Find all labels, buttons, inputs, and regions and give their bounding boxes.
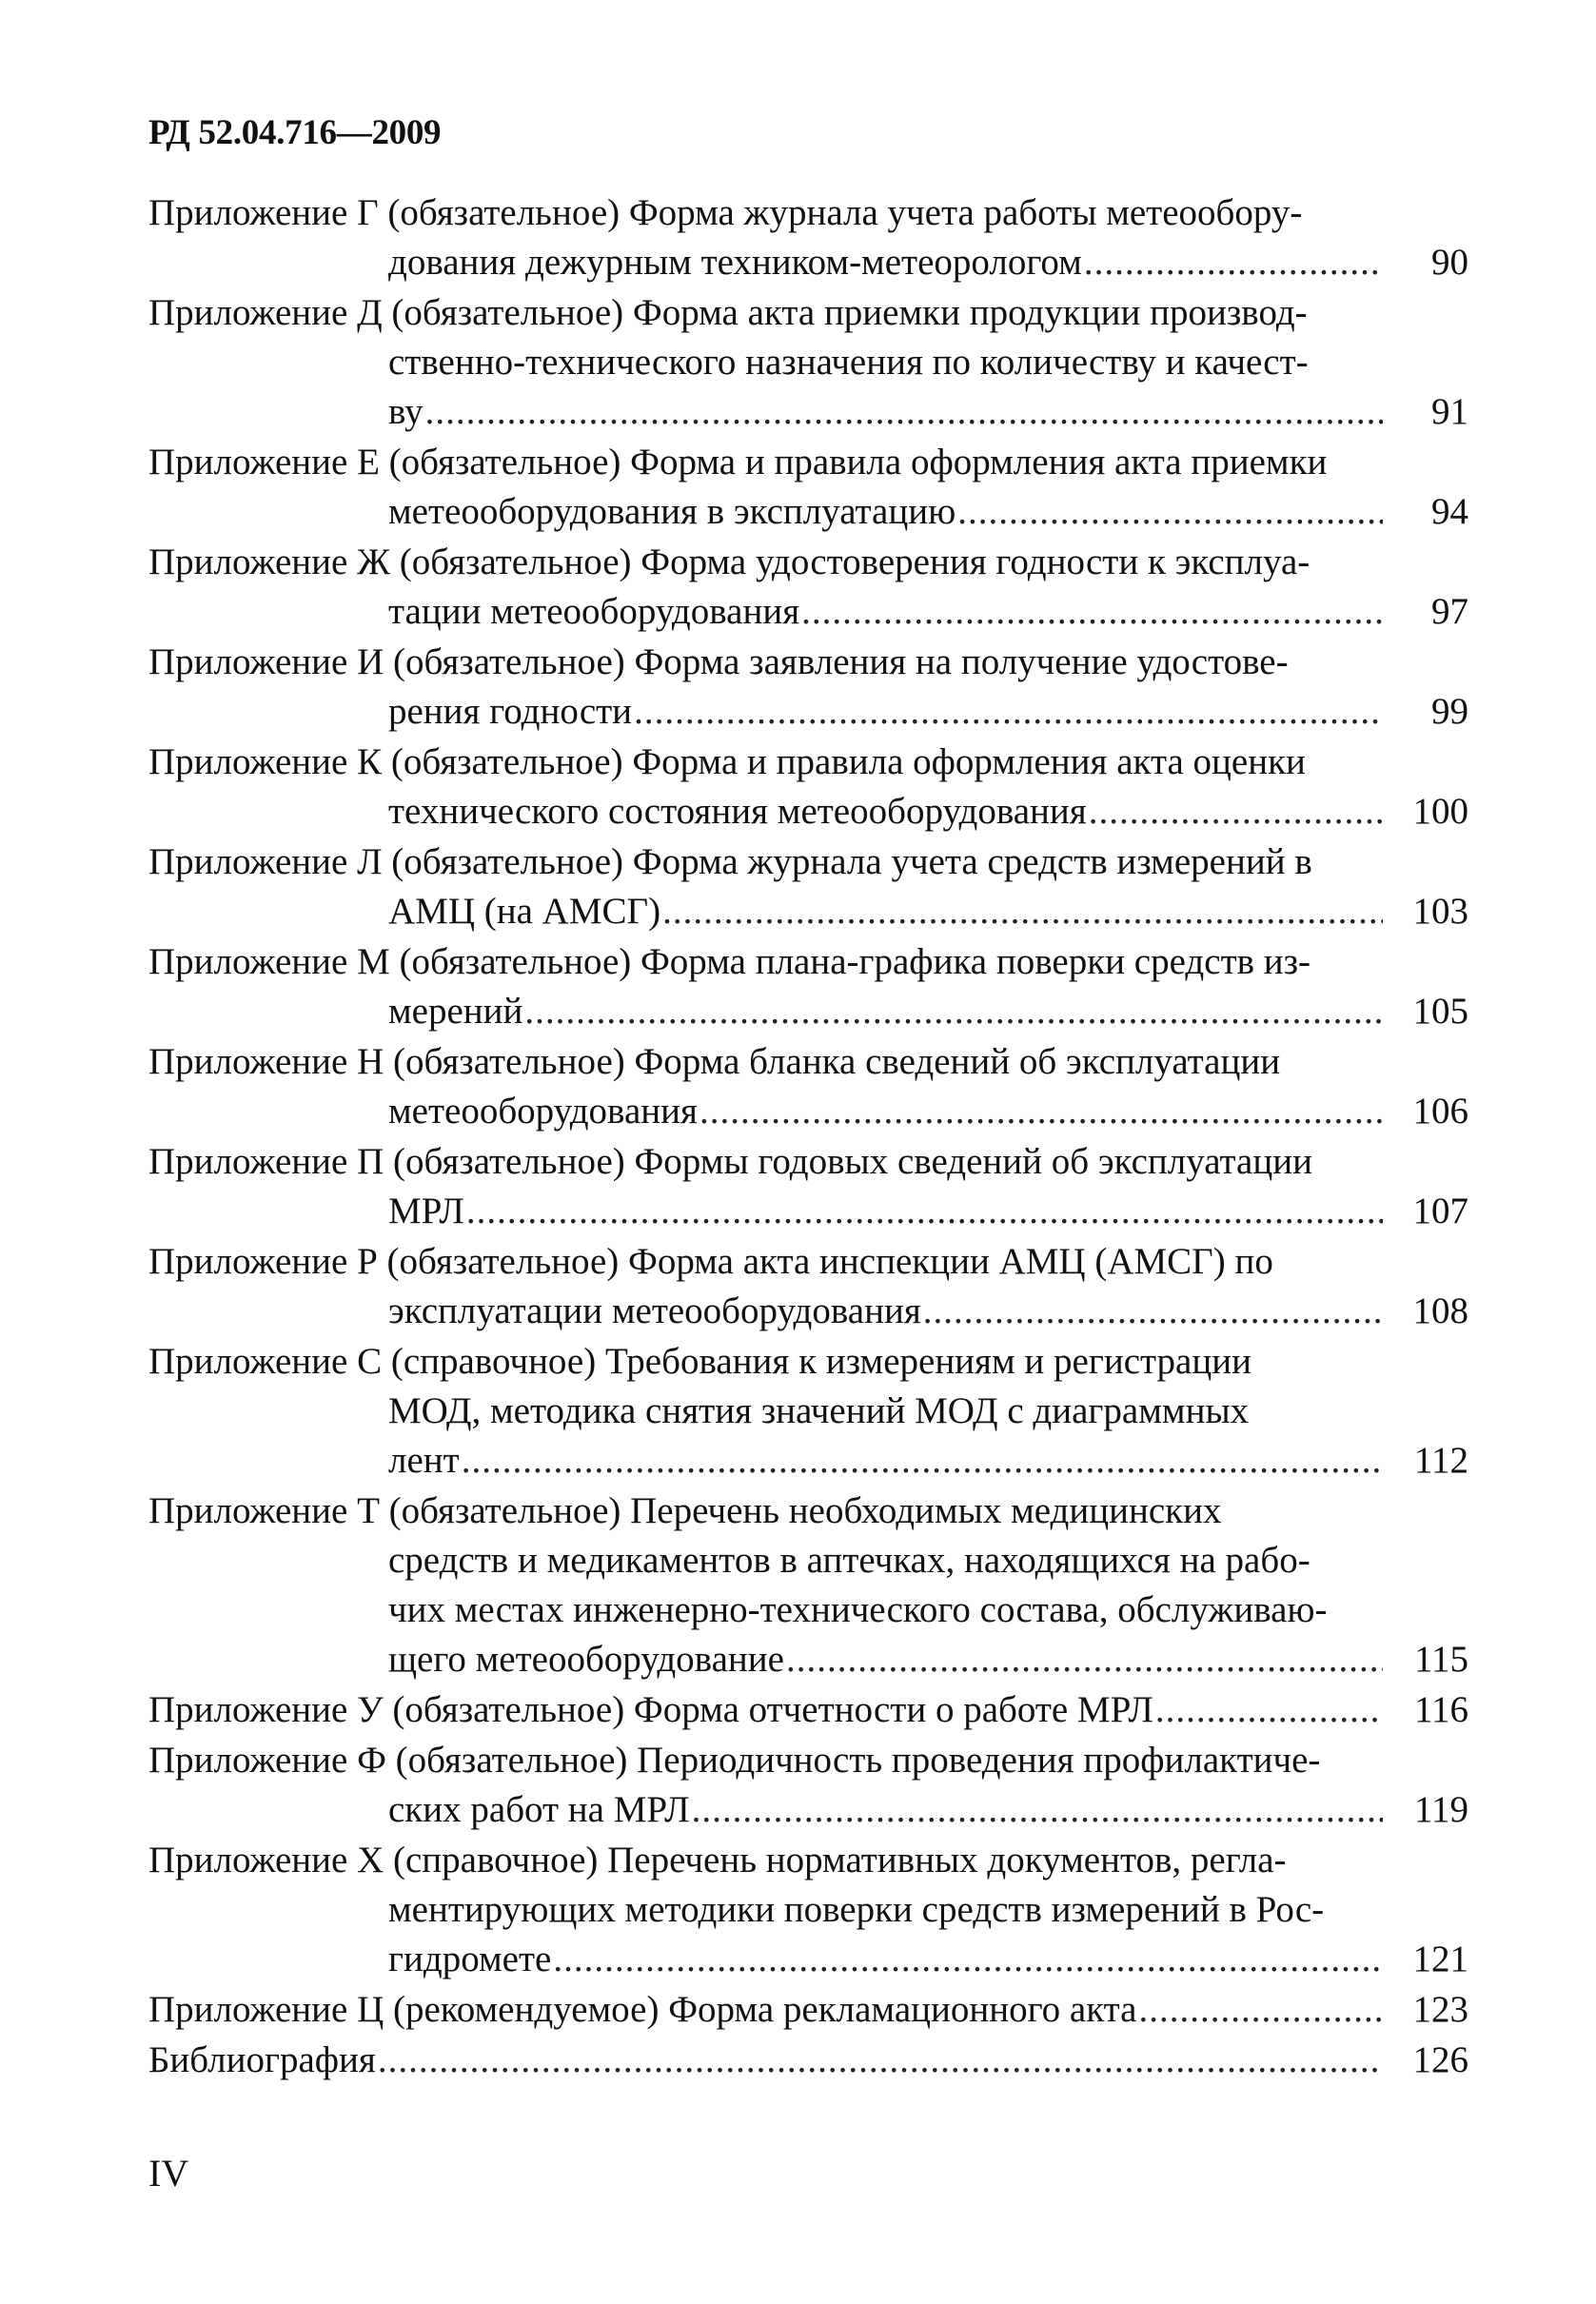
toc-entry-line [148,1436,1468,1486]
toc-entry-line: Приложение И (обязательное) Форма заявления на получение удостове- [148,641,1289,682]
toc-page-number: 100 [1412,791,1468,832]
toc-entry-text: гидромете [388,1939,552,1979]
dot-leader [1139,1985,1384,2035]
dot-leader [699,1087,1383,1136]
toc-entry [148,1487,1468,1684]
toc-entry [148,438,1468,537]
toc-page-number: 121 [1412,1939,1468,1979]
toc-entry-text: ских работ на МРЛ [388,1789,690,1830]
toc-entry [148,937,1468,1036]
toc-entry-line [148,1685,1468,1735]
toc-entry-line: Приложение Т (обязательное) Перечень необходимых медицинских [148,1490,1222,1531]
toc-page-number: 103 [1412,891,1468,932]
dot-leader [786,1635,1383,1684]
dot-leader [378,2036,1383,2085]
toc-entry-line [148,587,1468,637]
toc-entry [148,2036,1468,2085]
toc-entry-text: мерений [388,991,523,1032]
toc-entry-line [148,1087,1468,1136]
toc-entry-line [148,487,1468,537]
toc-entry [148,1337,1468,1486]
toc-entry-line: чих местах инженерно-технического состава, обслуживаю- [388,1589,1328,1630]
toc-entry-line: Приложение Ф (обязательное) Периодичность проведения профилактиче- [148,1740,1321,1781]
toc-page-number: 90 [1431,242,1468,283]
toc-page-number: 119 [1413,1789,1468,1830]
toc-entry [148,638,1468,737]
toc-entry-text: Приложение У (обязательное) Форма отчетности о работе МРЛ [148,1689,1153,1730]
toc-entry-line: Приложение Н (обязательное) Форма бланка сведений об эксплуатации [148,1041,1281,1082]
dot-leader [553,1935,1383,1984]
dot-leader [692,1785,1383,1835]
toc-entry-text: АМЦ (на АМСГ) [388,891,661,932]
toc-entry [148,1137,1468,1236]
toc-entry-text: МРЛ [388,1191,464,1231]
toc-entry-line: ментирующих методики поверки средств измерений в Рос- [388,1889,1325,1930]
toc-entry-line [148,987,1468,1036]
dot-leader [462,1436,1383,1486]
toc-entry-line: Приложение Л (обязательное) Форма журнала учета средств измерений в [148,841,1312,882]
toc-page-number: 106 [1412,1091,1468,1132]
toc-entry-line: Приложение Е (обязательное) Форма и правила оформления акта приемки [148,442,1328,482]
toc-page-number: 94 [1431,491,1468,532]
toc-page-number: 105 [1412,991,1468,1032]
toc-entry-text: Библиография [148,2039,376,2080]
toc-entry-text: Приложение Ц (рекомендуемое) Форма рекламационного акта [148,1989,1137,2030]
toc-entry-text: щего метеооборудование [388,1639,784,1680]
toc-entry-line [148,687,1468,737]
toc-entry-text: технического состояния метеооборудования [388,791,1087,832]
toc-page-number: 108 [1412,1290,1468,1331]
toc-entry [148,1985,1468,2035]
toc-entry [148,538,1468,637]
toc-entry-line: Приложение Г (обязательное) Форма журнала учета работы метеообору- [148,192,1303,233]
toc-page-number: 116 [1413,1689,1468,1730]
dot-leader [801,587,1383,637]
toc-entry-line [148,1635,1468,1684]
toc-entry-line: Приложение П (обязательное) Формы годовых сведений об эксплуатации [148,1141,1312,1182]
toc-page-number: 107 [1412,1191,1468,1231]
toc-entry-text: дования дежурным техником-метеорологом [388,242,1082,283]
table-of-contents [148,188,1468,2086]
dot-leader [1084,238,1383,287]
toc-entry-text: ву [388,391,424,432]
dot-leader [425,387,1383,437]
toc-page-number: 97 [1431,591,1468,632]
toc-entry-line: Приложение Х (справочное) Перечень нормативных документов, регла- [148,1840,1287,1881]
dot-leader [1089,787,1383,837]
dot-leader [466,1187,1383,1236]
toc-page-number: 115 [1413,1639,1468,1680]
toc-entry-line [148,1287,1468,1336]
toc-page-number: 99 [1431,691,1468,732]
toc-entry-text: метеооборудования [388,1091,698,1132]
toc-entry [148,1685,1468,1735]
dot-leader [957,487,1383,537]
toc-page-number: 126 [1412,2039,1468,2080]
toc-entry [148,188,1468,287]
toc-entry-line [148,238,1468,287]
toc-entry-line [148,787,1468,837]
toc-entry-line: Приложение М (обязательное) Форма плана-графика поверки средств из- [148,941,1311,982]
toc-entry-line [148,2036,1468,2085]
page-number: IV [148,2152,189,2195]
toc-entry [148,1836,1468,1984]
toc-entry [148,1237,1468,1336]
toc-entry-text: рения годности [388,691,633,732]
toc-entry-line: МОД, методика снятия значений МОД с диаграммных [388,1390,1250,1431]
document-code-header: РД 52.04.716—2009 [148,113,442,152]
toc-entry-text: эксплуатации метеооборудования [388,1290,921,1331]
toc-entry-line [148,887,1468,936]
toc-entry [148,1736,1468,1835]
toc-page-number: 123 [1412,1989,1468,2030]
toc-entry-line: ственно-технического назначения по количеству и качест- [388,342,1309,383]
toc-entry-line [148,1187,1468,1236]
toc-entry-line: Приложение Ж (обязательное) Форма удостоверения годности к эксплуа- [148,542,1310,582]
toc-entry-line [148,1785,1468,1835]
dot-leader [923,1287,1383,1336]
toc-entry-line [148,1935,1468,1984]
toc-entry [148,738,1468,837]
toc-entry-line [148,1985,1468,2035]
toc-entry-text: тации метеооборудования [388,591,800,632]
toc-entry-text: метеооборудования в эксплуатацию [388,491,956,532]
toc-entry-line [148,387,1468,437]
dot-leader [1155,1685,1383,1735]
dot-leader [634,687,1383,737]
toc-page-number: 112 [1413,1440,1468,1481]
toc-entry-line: Приложение Р (обязательное) Форма акта инспекции АМЦ (АМСГ) по [148,1241,1273,1282]
toc-entry [148,288,1468,437]
toc-entry-line: Приложение С (справочное) Требования к измерениям и регистрации [148,1341,1251,1382]
toc-entry-line: средств и медикаментов в аптечках, находящихся на рабо- [388,1540,1310,1581]
dot-leader [524,987,1383,1036]
toc-entry-line: Приложение Д (обязательное) Форма акта приемки продукции производ- [148,292,1308,333]
toc-entry [148,837,1468,936]
dot-leader [662,887,1383,936]
toc-page-number: 91 [1431,391,1468,432]
toc-entry-text: лент [388,1440,460,1481]
toc-entry-line: Приложение К (обязательное) Форма и правила оформления акта оценки [148,741,1306,782]
toc-entry [148,1037,1468,1136]
